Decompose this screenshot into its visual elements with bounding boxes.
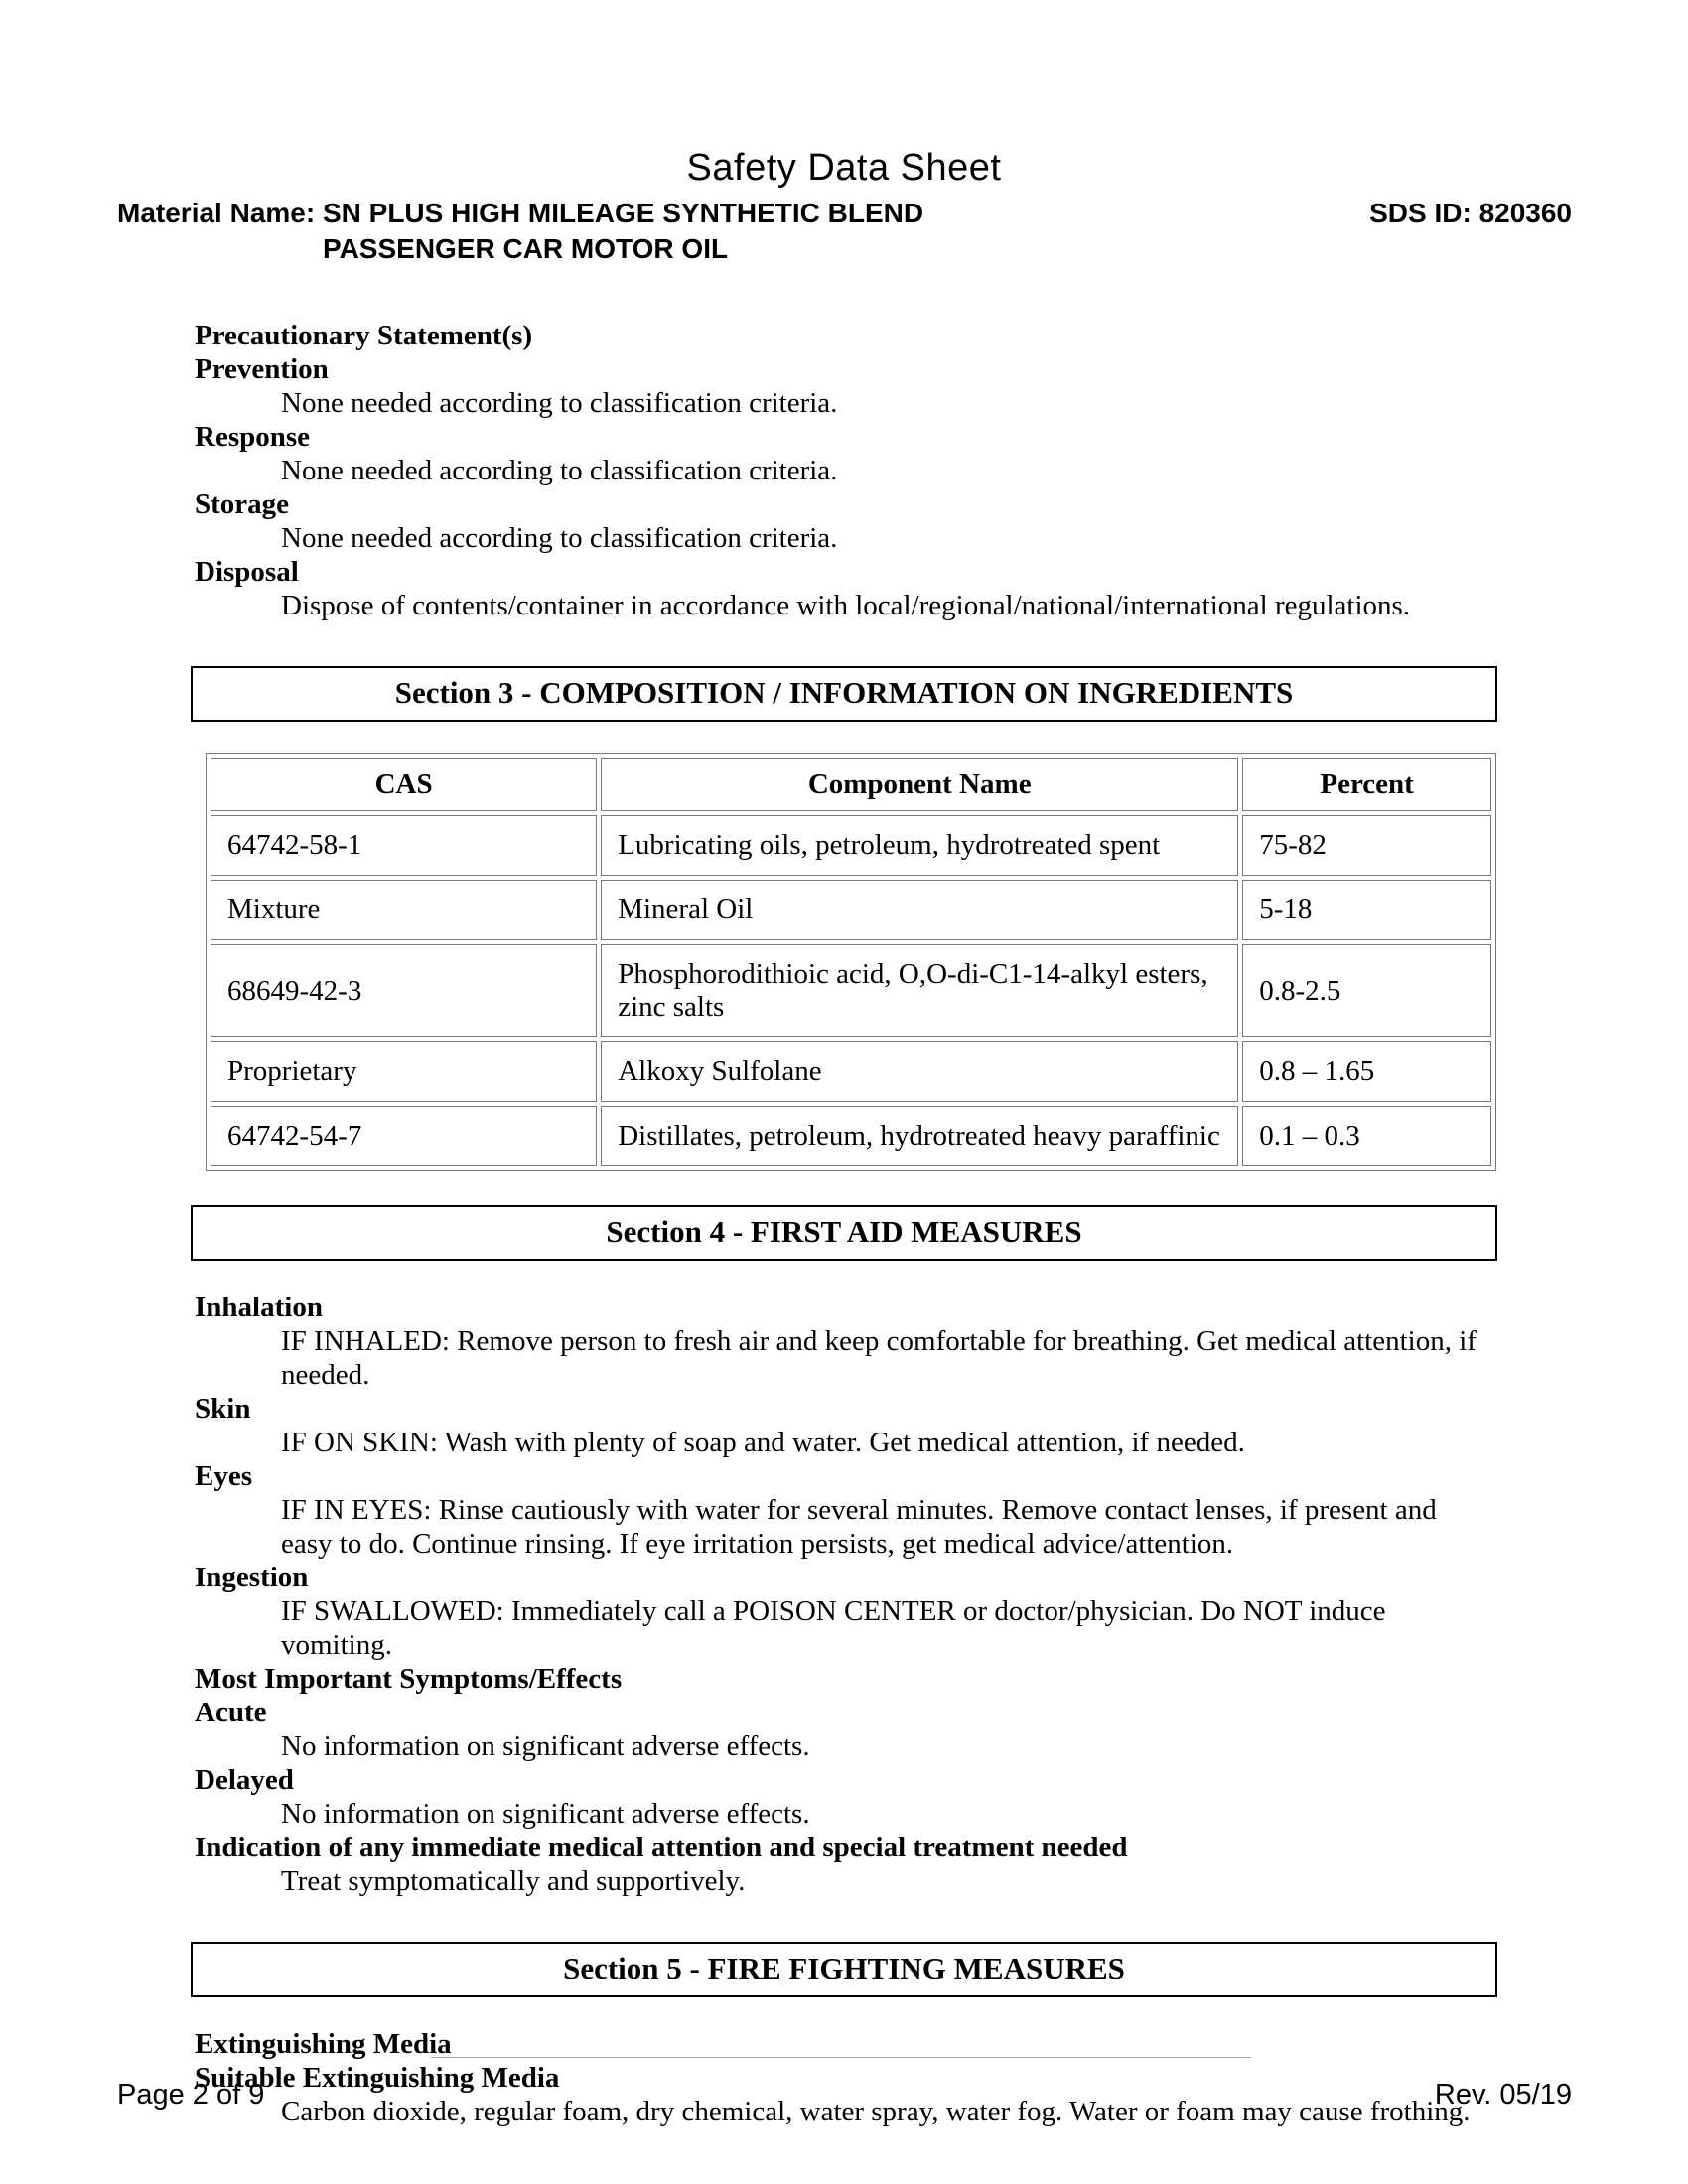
footer-divider — [431, 2057, 1251, 2058]
material-name — [117, 196, 923, 267]
item-text: None needed according to classification criteria. — [281, 455, 838, 486]
item-label: Storage — [195, 488, 290, 520]
item-text: None needed according to classification criteria. — [281, 387, 838, 419]
table-cell-percent: 0.8 – 1.65 — [1242, 1041, 1491, 1102]
item-label: Indication of any immediate medical attention and special treatment needed — [195, 1832, 1128, 1863]
sds-id: SDS ID: 820360 — [1369, 198, 1572, 228]
table-cell-cas: 64742-54-7 — [211, 1106, 597, 1166]
section-5-heading: Section 5 - FIRE FIGHTING MEASURES — [191, 1942, 1497, 1997]
item-text: Carbon dioxide, regular foam, dry chemical, water spray, water fog. Water or foam may cause frothing. — [281, 2096, 1471, 2127]
item-label: Skin — [195, 1393, 251, 1425]
table-cell-cas: 64742-58-1 — [211, 815, 597, 876]
table-cell-cas: Proprietary — [211, 1041, 597, 1102]
doc-footer — [117, 2079, 1572, 2112]
material-name-line2: PASSENGER CAR MOTOR OIL — [322, 233, 729, 264]
item-text: IF SWALLOWED: Immediately call a POISON CENTER or doctor/physician. Do NOT induce vomiting. — [281, 1595, 1386, 1661]
item-label: Acute — [195, 1697, 267, 1728]
material-name-label: Material Name: — [117, 198, 323, 228]
item-label: Disposal — [195, 556, 299, 588]
item-text: Treat symptomatically and supportively. — [281, 1865, 746, 1897]
item-text: IF INHALED: Remove person to fresh air and keep comfortable for breathing. Get medical attention, if needed. — [281, 1325, 1477, 1391]
item-label: Prevention — [195, 353, 329, 385]
revision-label: Rev. 05/19 — [1434, 2079, 1572, 2111]
section-3-heading: Section 3 - COMPOSITION / INFORMATION ON INGREDIENTS — [191, 666, 1497, 722]
item-text: Dispose of contents/container in accordance with local/regional/national/international regulations. — [281, 590, 1411, 621]
table-header-row — [211, 758, 1491, 811]
item-text: No information on significant adverse effects. — [281, 1798, 810, 1830]
table-cell-component: Alkoxy Sulfolane — [601, 1041, 1238, 1102]
table-cell-component: Distillates, petroleum, hydrotreated heavy paraffinic — [601, 1106, 1238, 1166]
item-text: None needed according to classification criteria. — [281, 522, 838, 554]
item-label: Inhalation — [195, 1292, 323, 1323]
material-name-value — [323, 196, 923, 267]
item-label: Ingestion — [195, 1562, 309, 1593]
doc-header — [0, 190, 1688, 267]
table-row — [211, 815, 1491, 876]
item-text: No information on significant adverse effects. — [281, 1730, 810, 1762]
table-row — [211, 1041, 1491, 1102]
section-4-heading: Section 4 - FIRST AID MEASURES — [191, 1205, 1497, 1261]
item-text: IF IN EYES: Rinse cautiously with water for several minutes. Remove contact lenses, if present and easy to do. Continue rinsing. If eye irritation persists, get medical advice/attention. — [281, 1494, 1437, 1560]
table-row — [211, 880, 1491, 940]
table-cell-cas: 68649-42-3 — [211, 944, 597, 1037]
table-row — [211, 944, 1491, 1037]
table-header-cell: Percent — [1242, 758, 1491, 811]
table-cell-cas: Mixture — [211, 880, 597, 940]
item-label: Extinguishing Media — [195, 2028, 452, 2060]
table-cell-component: Phosphorodithioic acid, O,O-di-C1-14-alkyl esters, zinc salts — [601, 944, 1238, 1037]
doc-body — [0, 319, 1688, 2128]
precautionary-heading: Precautionary Statement(s) — [195, 320, 533, 351]
table-row — [211, 1106, 1491, 1166]
item-label: Suitable Extinguishing Media — [195, 2062, 560, 2094]
doc-title: Safety Data Sheet — [686, 147, 1002, 189]
table-cell-component: Lubricating oils, petroleum, hydrotreated spent — [601, 815, 1238, 876]
item-label: Response — [195, 421, 311, 453]
composition-table — [206, 753, 1496, 1171]
item-label: Delayed — [195, 1764, 294, 1796]
table-header-cell: Component Name — [601, 758, 1238, 811]
table-cell-percent: 0.1 – 0.3 — [1242, 1106, 1491, 1166]
table-cell-percent: 5-18 — [1242, 880, 1491, 940]
table-cell-percent: 75-82 — [1242, 815, 1491, 876]
table-cell-component: Mineral Oil — [601, 880, 1238, 940]
item-label: Eyes — [195, 1460, 252, 1492]
page-number: Page 2 of 9 — [117, 2079, 265, 2111]
table-header-cell: CAS — [211, 758, 597, 811]
item-label: Most Important Symptoms/Effects — [195, 1663, 623, 1695]
material-name-line1: SN PLUS HIGH MILEAGE SYNTHETIC BLEND — [322, 198, 924, 228]
table-cell-percent: 0.8-2.5 — [1242, 944, 1491, 1037]
item-text: IF ON SKIN: Wash with plenty of soap and water. Get medical attention, if needed. — [281, 1427, 1245, 1458]
